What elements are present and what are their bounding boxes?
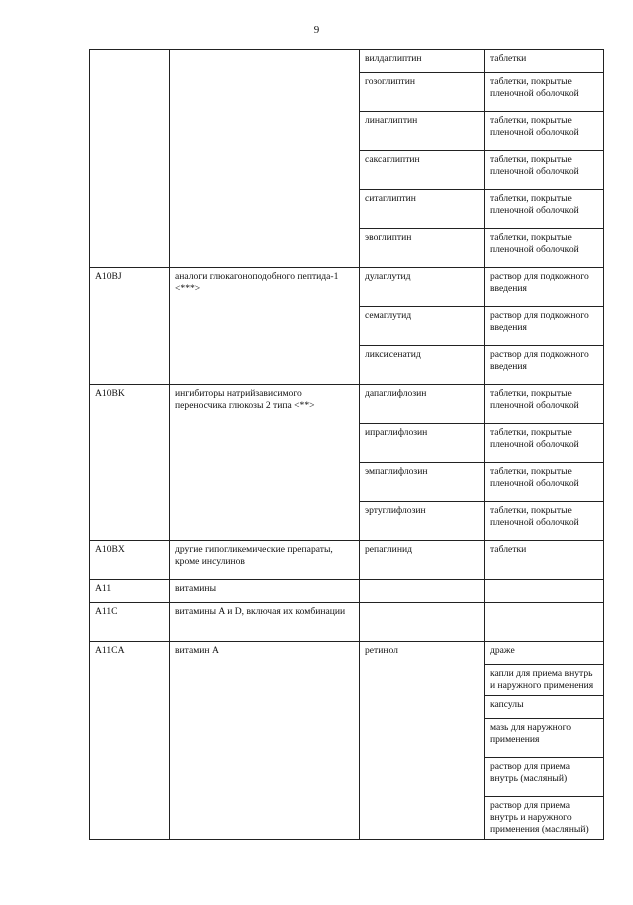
atc-code-cell: A10BX	[90, 541, 170, 580]
form-cell: мазь для наружного применения	[485, 719, 604, 758]
table-row	[90, 580, 604, 603]
form-cell	[485, 580, 604, 603]
drug-cell	[360, 603, 485, 642]
drug-table	[89, 49, 604, 840]
form-cell: раствор для подкожного введения	[485, 307, 604, 346]
atc-code-cell: A11	[90, 580, 170, 603]
form-cell: таблетки, покрытые пленочной оболочкой	[485, 424, 604, 463]
form-cell	[485, 603, 604, 642]
drug-cell: репаглинид	[360, 541, 485, 580]
form-cell: таблетки, покрытые пленочной оболочкой	[485, 151, 604, 190]
atc-code-cell: A10BJ	[90, 268, 170, 385]
table-row	[90, 642, 604, 665]
atc-code-cell: A11C	[90, 603, 170, 642]
group-cell: другие гипогликемические препараты, кроме инсулинов	[170, 541, 360, 580]
group-cell: аналоги глюкагоноподобного пептида-1 <***>	[170, 268, 360, 385]
drug-cell	[360, 580, 485, 603]
form-cell: таблетки	[485, 50, 604, 73]
form-cell: таблетки, покрытые пленочной оболочкой	[485, 385, 604, 424]
drug-cell: линаглиптин	[360, 112, 485, 151]
drug-cell: эвоглиптин	[360, 229, 485, 268]
page-number: 9	[313, 24, 320, 36]
drug-cell: ипраглифлозин	[360, 424, 485, 463]
drug-cell: ликсисенатид	[360, 346, 485, 385]
form-cell: таблетки, покрытые пленочной оболочкой	[485, 502, 604, 541]
group-cell	[170, 50, 360, 268]
drug-cell: вилдаглиптин	[360, 50, 485, 73]
form-cell: таблетки, покрытые пленочной оболочкой	[485, 73, 604, 112]
form-cell: таблетки, покрытые пленочной оболочкой	[485, 112, 604, 151]
group-cell: ингибиторы натрийзависимого переносчика глюкозы 2 типа <**>	[170, 385, 360, 541]
drug-cell: саксаглиптин	[360, 151, 485, 190]
form-cell: раствор для подкожного введения	[485, 346, 604, 385]
table-row	[90, 603, 604, 642]
table-row	[90, 541, 604, 580]
atc-code-cell	[90, 50, 170, 268]
drug-cell: семаглутид	[360, 307, 485, 346]
form-cell: таблетки, покрытые пленочной оболочкой	[485, 190, 604, 229]
form-cell: капли для приема внутрь и наружного применения	[485, 665, 604, 696]
atc-code-cell: A10BK	[90, 385, 170, 541]
form-cell: раствор для приема внутрь и наружного применения (масляный)	[485, 797, 604, 840]
form-cell: раствор для подкожного введения	[485, 268, 604, 307]
drug-cell: ретинол	[360, 642, 485, 840]
atc-code-cell: A11CA	[90, 642, 170, 840]
group-cell: витамины	[170, 580, 360, 603]
form-cell: таблетки	[485, 541, 604, 580]
table-row	[90, 385, 604, 424]
drug-cell: эртуглифлозин	[360, 502, 485, 541]
drug-cell: гозоглиптин	[360, 73, 485, 112]
form-cell: раствор для приема внутрь (масляный)	[485, 758, 604, 797]
form-cell: таблетки, покрытые пленочной оболочкой	[485, 229, 604, 268]
table-row	[90, 268, 604, 307]
form-cell: драже	[485, 642, 604, 665]
drug-cell: эмпаглифлозин	[360, 463, 485, 502]
table-row	[90, 50, 604, 73]
form-cell: таблетки, покрытые пленочной оболочкой	[485, 463, 604, 502]
group-cell: витамины A и D, включая их комбинации	[170, 603, 360, 642]
group-cell: витамин A	[170, 642, 360, 840]
drug-cell: ситаглиптин	[360, 190, 485, 229]
drug-cell: дулаглутид	[360, 268, 485, 307]
form-cell: капсулы	[485, 696, 604, 719]
drug-cell: дапаглифлозин	[360, 385, 485, 424]
